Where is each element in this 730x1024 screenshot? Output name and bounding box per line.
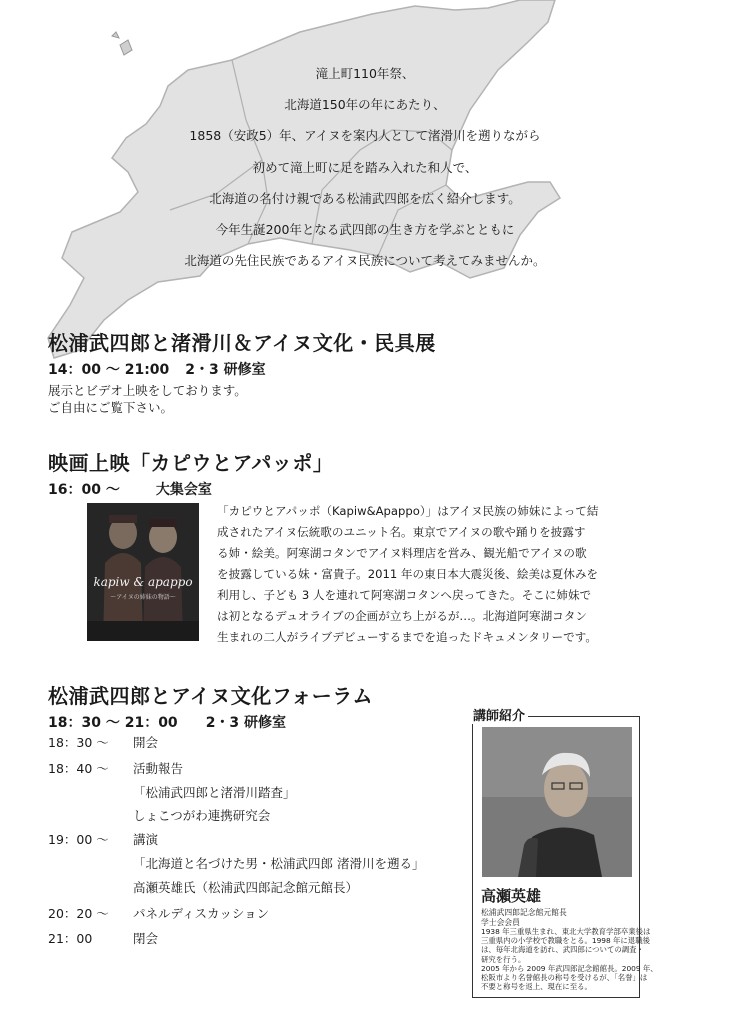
exhibit-title: 松浦武四郎と渚滑川＆アイヌ文化・民具展 <box>48 331 436 355</box>
lecturer-label: 講師紹介 <box>470 705 528 724</box>
schedule-time: 18：40 ～ <box>48 761 109 776</box>
schedule-time: 19：00 ～ <box>48 832 109 847</box>
intro-line: 北海道150年の年にあたり、 <box>284 97 446 113</box>
lecturer-bio-line: 三重県内の小学校で教職をとる。1998 年に退職後 <box>481 936 650 946</box>
lecturer-role-line: 学士会会員 <box>481 917 520 927</box>
forum-place: 2・3 研修室 <box>205 715 287 731</box>
lecturer-name: 高瀬英雄 <box>481 887 542 905</box>
schedule-time: 21：00 <box>48 931 93 946</box>
schedule-text: 「松浦武四郎と渚滑川踏査」 <box>133 785 296 800</box>
intro-line: 今年生誕200年となる武四郎の生き方を学ぶとともに <box>215 222 515 238</box>
film-desc-line: 生まれの二人がライブデビューするまでを追ったドキュメンタリーです。 <box>217 630 597 644</box>
intro-line: 北海道の先住民族であるアイヌ民族について考えてみませんか。 <box>184 253 546 269</box>
exhibit-place: 2・3 研修室 <box>185 362 266 378</box>
lecturer-bio-line: 2005 年から 2009 年武四郎記念館館長。2009 年、 <box>481 963 658 973</box>
schedule-text: 活動報告 <box>133 761 184 776</box>
forum-time: 18：30 ～ 21：00 <box>48 715 178 731</box>
film-desc-line: 利用し、子ども 3 人を連れて阿寒湖コタンへ戻ってきた。そこに姉妹で <box>217 588 592 602</box>
forum-time-place <box>48 712 286 732</box>
lecturer-box <box>472 709 658 998</box>
lecturer-roles <box>481 908 567 927</box>
intro-line: 初めて滝上町に足を踏み入れた和人で、 <box>252 159 478 175</box>
lecturer-photo <box>482 727 632 877</box>
lecturer-bio-line: 1938 年三重県生まれ、東北大学教育学部卒業後は <box>481 927 651 936</box>
intro-text <box>120 58 610 276</box>
film-place: 大集会室 <box>155 482 212 498</box>
intro-line: 北海道の名付け親である松浦武四郎を広く紹介します。 <box>209 190 521 206</box>
exhibit-time-place <box>48 359 266 379</box>
lecturer-role-line: 松浦武四郎記念館元館長 <box>481 908 567 917</box>
schedule-text: 「北海道と名づけた男・松浦武四郎 渚滑川を遡る」 <box>133 856 425 871</box>
film-desc-line: 成されたアイヌ伝統歌のユニット名。東京でアイヌの歌や踊りを披露す <box>217 525 586 539</box>
exhibit-line: 展示とビデオ上映をしております。 <box>48 383 247 398</box>
forum-title: 松浦武四郎とアイヌ文化フォーラム <box>48 684 373 708</box>
lecturer-bio-line: 研究を行う。 <box>481 954 526 964</box>
schedule-time: 20：20 ～ <box>48 906 109 921</box>
exhibit-description <box>48 382 247 416</box>
film-time-place <box>48 479 212 499</box>
lecturer-bio-line: は、毎年北海道を訪れ、武四郎についての調査・ <box>481 945 644 955</box>
film-desc-line: は初となるデュオライブの企画が立ち上がるが…。北海道阿寒湖コタン <box>217 609 587 623</box>
poster-subtitle: ～アイヌの姉妹の物語～ <box>110 594 176 601</box>
poster-figures-image <box>87 503 199 641</box>
film-desc-line: 「カピウとアパッポ（Kapiw&Apappo）」はアイヌ民族の姉妹によって結 <box>217 504 599 518</box>
exhibit-time: 14：00 ～ 21:00 <box>48 362 170 378</box>
schedule-text: 開会 <box>133 735 159 750</box>
film-time: 16：00 ～ <box>48 482 120 498</box>
schedule-text: 高瀬英雄氏（松浦武四郎記念館元館長） <box>133 880 359 895</box>
schedule-text: しょこつがわ連携研究会 <box>133 808 271 823</box>
exhibit-line: ご自由にご覧下さい。 <box>48 400 174 415</box>
film-title: 映画上映「カピウとアパッポ」 <box>48 451 334 475</box>
intro-line: 1858（安政5）年、アイヌを案内人として渚滑川を遡りながら <box>189 128 541 144</box>
schedule-text: 閉会 <box>133 931 159 946</box>
film-desc-line: を披露している妹・富貴子。2011 年の東日本大震災後、絵美は夏休みを <box>217 567 599 581</box>
lecturer-portrait-image <box>482 727 632 877</box>
intro-line: 滝上町110年祭、 <box>315 66 415 81</box>
film-desc-line: る姉・絵美。阿寒湖コタンでアイヌ料理店を営み、観光船でアイヌの歌 <box>217 546 587 560</box>
lecturer-bio-line: 不要と称号を返上、現在に至る。 <box>481 982 592 992</box>
schedule-text: 講演 <box>133 832 159 847</box>
schedule-time: 18：30 ～ <box>48 735 109 750</box>
film-poster <box>87 503 199 641</box>
film-description <box>217 501 657 648</box>
lecturer-bio <box>481 927 658 991</box>
poster-title: kapiw & apappo <box>93 575 193 589</box>
lecturer-bio-line: 松阪市より名誉館長の称号を受けるが、「名誉」は <box>481 973 648 983</box>
schedule-text: パネルディスカッション <box>133 906 270 921</box>
